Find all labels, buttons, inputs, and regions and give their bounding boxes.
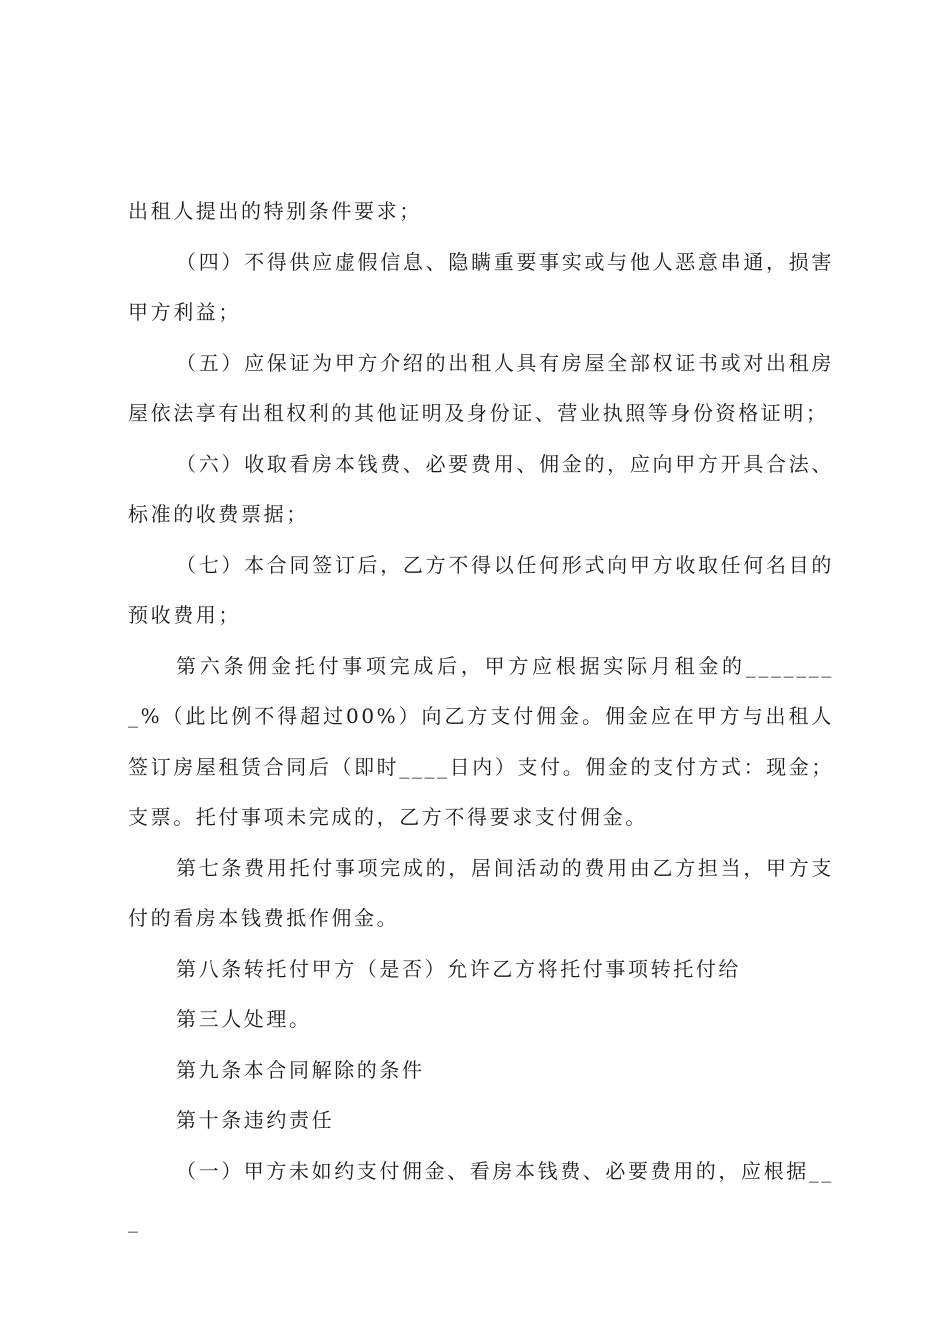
article-10-liability: 第十条违约责任 xyxy=(176,1108,335,1132)
article-6-commission: 第六条佣金托付事项完成后，甲方应根据实际月租金的________%（此比例不得超过00%）向乙方支付佣金。佣金应在甲方与出租人签订房屋租赁合同后（即时____日内）支付。佣金的支付方式：现金；支票。托付事项未完成的，乙方不得要求支付佣金。 xyxy=(128,653,834,829)
article-8-continuation: 第三人处理。 xyxy=(176,1007,312,1031)
liability-item-1: （一）甲方未如约支付佣金、看房本钱费、必要费用的，应根据___ xyxy=(128,1158,834,1233)
clause-item-6: （六）收取看房本钱费、必要费用、佣金的，应向甲方开具合法、标准的收费票据； xyxy=(128,451,834,526)
paragraph-continuation: 出租人提出的特别条件要求； xyxy=(128,199,422,223)
article-8-transfer: 第八条转托付甲方（是否）允许乙方将托付事项转托付给 xyxy=(176,956,741,981)
clause-item-5: （五）应保证为甲方介绍的出租人具有房屋全部权证书或对出租房屋依法享有出租权利的其他证明及身份证、营业执照等身份资格证明； xyxy=(128,350,834,425)
article-9-termination: 第九条本合同解除的条件 xyxy=(176,1057,425,1082)
clause-item-7: （七）本合同签订后，乙方不得以任何形式向甲方收取任何名目的预收费用； xyxy=(128,552,834,627)
clause-item-4: （四）不得供应虚假信息、隐瞒重要事实或与他人恶意串通，损害甲方利益； xyxy=(128,249,834,324)
article-7-expenses: 第七条费用托付事项完成的，居间活动的费用由乙方担当，甲方支付的看房本钱费抵作佣金。 xyxy=(128,855,834,930)
document-body xyxy=(128,186,834,1247)
